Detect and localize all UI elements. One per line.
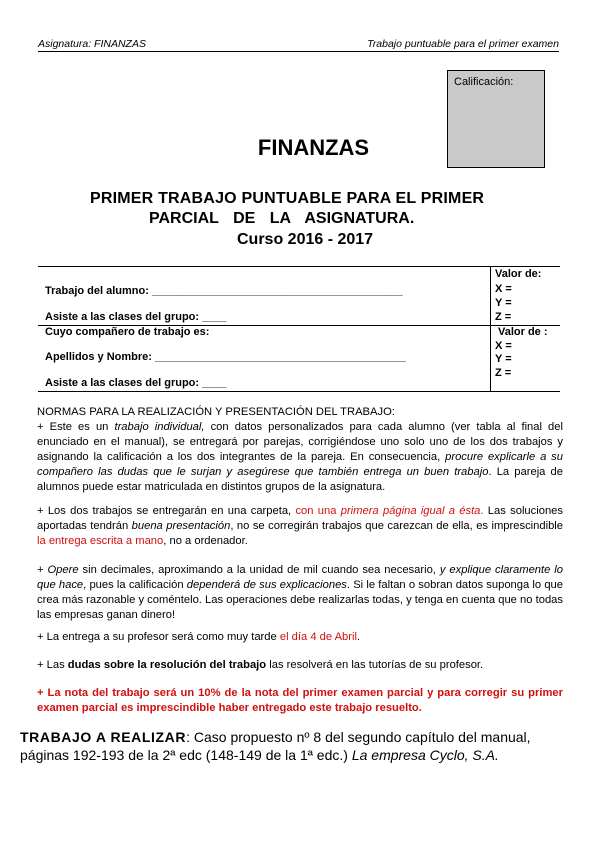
grade-label: Calificación: (454, 76, 514, 88)
value-y-2[interactable]: Y = (495, 353, 512, 365)
rules-paragraph-1: + Este es un trabajo individual, con datos personalizados para cada alumno (ver tabla al final del enunciado en el manual), se entregará por parejas, corrigiéndose uno solo uno de los dos trabajos y asignando la calificación a los dos integrantes de la pareja. En consecuencia, procure explicarle a su compañero las dudas que le surjan y asegúrese que también entrega un buen trabajo. La pareja de alumnos puede estar matriculada en distintos grupos de la asignatura. (37, 421, 564, 494)
group-field-1[interactable]: Asiste a las clases del grupo: ____ (45, 311, 227, 323)
subtitle-line-2: PARCIAL DE LA ASIGNATURA. (149, 210, 415, 227)
value-x-2[interactable]: X = (495, 340, 512, 352)
value-label-1: Valor de: (495, 268, 542, 280)
surname-field[interactable]: Apellidos y Nombre: _________________________________________ (45, 351, 406, 363)
subtitle-line-1: PRIMER TRABAJO PUNTUABLE PARA EL PRIMER (90, 190, 485, 207)
header-divider (38, 51, 559, 52)
task-statement: TRABAJO A REALIZAR: Caso propuesto nº 8 del segundo capítulo del manual, páginas 192-193 de la 2ª edc (148-149 de la 1ª edc.) La empresa Cyclo, S.A. (20, 729, 531, 763)
value-z-2[interactable]: Z = (495, 367, 512, 379)
rules-heading: NORMAS PARA LA REALIZACIÓN Y PRESENTACIÓN DEL TRABAJO: (37, 406, 395, 418)
value-z-1[interactable]: Z = (495, 311, 512, 323)
case-name: La empresa Cyclo, S.A. (351, 747, 499, 763)
value-y-1[interactable]: Y = (495, 297, 512, 309)
student-work-field[interactable]: Trabajo del alumno: _________________________________________ (45, 285, 403, 297)
form-top-rule (38, 266, 560, 267)
rules-paragraph-4: + La entrega a su profesor será como muy tarde el día 4 de Abril. (37, 631, 361, 643)
value-x-1[interactable]: X = (495, 283, 512, 295)
rules-paragraph-2: + Los dos trabajos se entregarán en una carpeta, con una primera página igual a ésta. Las soluciones aportadas tendrán buena presentación, no se corregirán trabajos que carezcan de ella, es imprescindible la entrega escrita a mano, no a ordenador. (37, 505, 564, 548)
form-vertical-divider (490, 266, 491, 391)
rules-paragraph-6-warning: + La nota del trabajo será un 10% de la nota del primer examen parcial y para corregir su primer examen parcial es imprescindible haber entregado este trabajo resuelto. (37, 687, 563, 715)
group-field-2[interactable]: Asiste a las clases del grupo: ____ (45, 377, 227, 389)
header-subject: Asignatura: FINANZAS (38, 38, 146, 50)
page-title: FINANZAS (257, 135, 370, 160)
rules-paragraph-3: + Opere sin decimales, aproximando a la unidad de mil cuando sea necesario, y explique claramente lo que hace, pues la calificación dependerá de sus explicaciones. Si le faltan o sobran datos suponga lo que crea más razonable y coméntelo. Las operaciones debe realizarlas todas, y tenga en cuenta que no todas las empresas ganan dinero! (37, 564, 563, 622)
header-description: Trabajo puntuable para el primer examen (367, 38, 559, 50)
rules-paragraph-5: + Las dudas sobre la resolución del trabajo las resolverá en las tutorías de su profesor. (37, 659, 484, 671)
form-bottom-rule (38, 391, 560, 392)
partner-label: Cuyo compañero de trabajo es: (45, 326, 210, 338)
course-year: Curso 2016 - 2017 (237, 231, 374, 248)
value-label-2: Valor de : (498, 326, 548, 338)
task-label: TRABAJO A REALIZAR (20, 729, 187, 745)
